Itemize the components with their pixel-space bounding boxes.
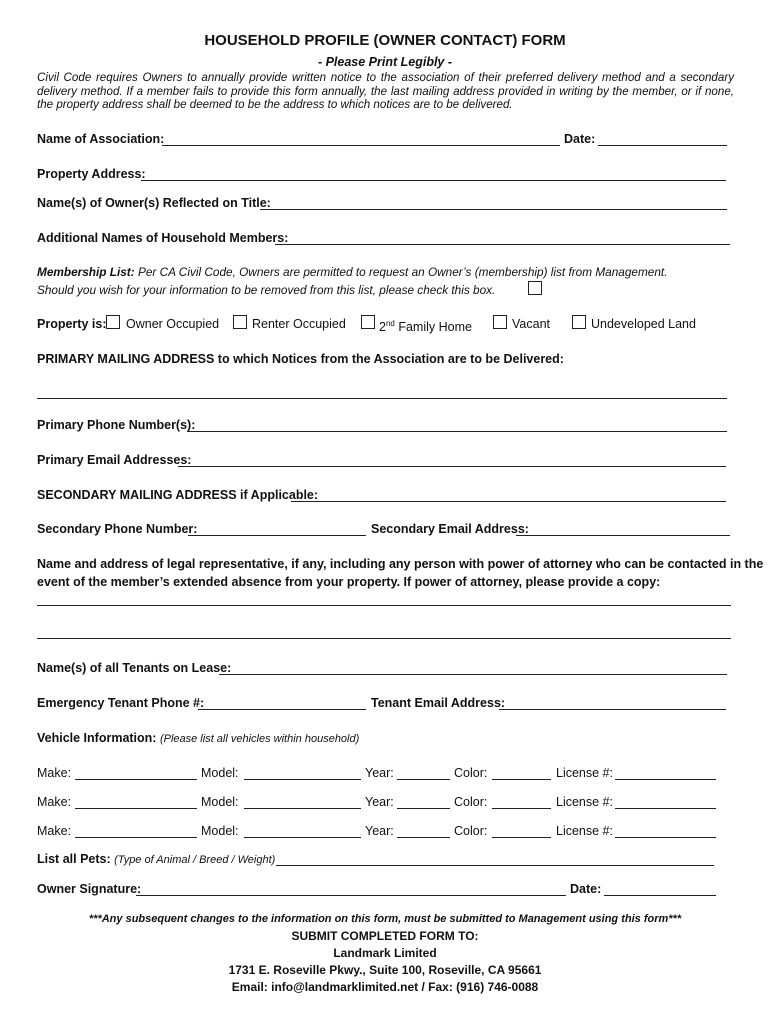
license-label-2: License #:: [556, 795, 613, 809]
tenants-label: Name(s) of all Tenants on Lease:: [37, 661, 232, 675]
membership-line-1: [37, 264, 667, 280]
secondary-phone-label: Secondary Phone Number:: [37, 522, 198, 536]
additional-names-input[interactable]: [275, 244, 730, 245]
company-name: Landmark Limited: [333, 946, 437, 960]
color-label-3: Color:: [454, 824, 488, 838]
legal-rep-input-2[interactable]: [37, 638, 731, 639]
vehicle-info-heading: [37, 730, 359, 747]
property-address-label: Property Address:: [37, 167, 146, 181]
civil-code-notice: Civil Code requires Owners to annually provide written notice to the association of their preferred delivery method and a secondary delivery method. If a member fails to provide this form annually, the last mailing address provided in writing by the member, or if none, the property address shall be deemed to be the address to which notices are to be delivered.: [37, 71, 734, 111]
model-label-1: Model:: [201, 766, 239, 780]
membership-text-2: Should you wish for your information to be removed from this list, please check this box.: [37, 283, 496, 297]
association-label: Name of Association:: [37, 132, 165, 146]
license-input-1[interactable]: [615, 779, 716, 780]
year-label-1: Year:: [365, 766, 394, 780]
legal-rep-label-1: Name and address of legal representative, if any, including any person with power of attorney who can be contacted in the: [37, 557, 764, 571]
year-label-2: Year:: [365, 795, 394, 809]
association-input[interactable]: [162, 145, 560, 146]
date-label: Date:: [564, 132, 596, 146]
owner-occupied-checkbox[interactable]: [106, 315, 120, 329]
model-input-1[interactable]: [244, 779, 361, 780]
second-family-home-checkbox[interactable]: [361, 315, 375, 329]
membership-text-1: Per CA Civil Code, Owners are permitted to request an Owner’s (membership) list from Management.: [134, 265, 668, 279]
make-label-1: Make:: [37, 766, 72, 780]
pets-input[interactable]: [276, 865, 714, 866]
membership-label: Membership List:: [37, 265, 135, 279]
owner-signature-input[interactable]: [136, 895, 566, 896]
license-input-3[interactable]: [615, 837, 716, 838]
model-input-3[interactable]: [244, 837, 361, 838]
make-label-2: Make:: [37, 795, 72, 809]
secondary-mailing-label: SECONDARY MAILING ADDRESS if Applicable:: [37, 488, 319, 502]
pets-label: List all Pets:: [37, 852, 111, 866]
emergency-phone-input[interactable]: [198, 709, 366, 710]
company-contact: Email: info@landmarklimited.net / Fax: (916) 746-0088: [231, 980, 539, 994]
year-input-3[interactable]: [397, 837, 450, 838]
secondary-mailing-input[interactable]: [291, 501, 726, 502]
primary-phone-input[interactable]: [187, 431, 727, 432]
primary-mailing-label: PRIMARY MAILING ADDRESS to which Notices from the Association are to be Delivered:: [37, 352, 564, 366]
make-input-1[interactable]: [75, 779, 197, 780]
primary-email-input[interactable]: [178, 466, 726, 467]
changes-notice: ***Any subsequent changes to the information on this form, must be submitted to Management using this form***: [88, 913, 682, 925]
pets-note: (Type of Animal / Breed / Weight): [114, 854, 276, 866]
signature-date-label: Date:: [570, 882, 602, 896]
license-input-2[interactable]: [615, 808, 716, 809]
license-label-1: License #:: [556, 766, 613, 780]
primary-phone-label: Primary Phone Number(s):: [37, 418, 196, 432]
legal-rep-label-2: event of the member’s extended absence from your property. If power of attorney, please provide a copy:: [37, 575, 661, 589]
color-label-1: Color:: [454, 766, 488, 780]
vehicle-info-note: (Please list all vehicles within household): [159, 733, 360, 745]
license-label-3: License #:: [556, 824, 613, 838]
vehicle-info-label: Vehicle Information:: [37, 731, 157, 745]
pets-heading: [37, 851, 275, 868]
date-input[interactable]: [598, 145, 727, 146]
renter-occupied-label: Renter Occupied: [252, 317, 346, 331]
submit-heading: SUBMIT COMPLETED FORM TO:: [291, 929, 479, 943]
emergency-phone-label: Emergency Tenant Phone #:: [37, 696, 205, 710]
undeveloped-land-label: Undeveloped Land: [591, 317, 696, 331]
form-title: HOUSEHOLD PROFILE (OWNER CONTACT) FORM: [204, 32, 566, 49]
primary-mailing-input[interactable]: [37, 398, 727, 399]
year-input-2[interactable]: [397, 808, 450, 809]
model-label-3: Model:: [201, 824, 239, 838]
undeveloped-land-checkbox[interactable]: [572, 315, 586, 329]
owner-occupied-label: Owner Occupied: [126, 317, 220, 331]
second-family-home-label: 2nd Family Home: [379, 319, 472, 335]
owners-on-title-label: Name(s) of Owner(s) Reflected on Title:: [37, 196, 271, 210]
vacant-checkbox[interactable]: [493, 315, 507, 329]
property-address-input[interactable]: [141, 180, 726, 181]
color-label-2: Color:: [454, 795, 488, 809]
secondary-email-label: Secondary Email Address:: [371, 522, 529, 536]
tenant-email-input[interactable]: [499, 709, 726, 710]
tenant-email-label: Tenant Email Address:: [371, 696, 506, 710]
color-input-2[interactable]: [492, 808, 551, 809]
year-label-3: Year:: [365, 824, 394, 838]
company-address: 1731 E. Roseville Pkwy., Suite 100, Roseville, CA 95661: [228, 963, 542, 977]
vacant-label: Vacant: [512, 317, 550, 331]
color-input-1[interactable]: [492, 779, 551, 780]
form-subtitle: - Please Print Legibly -: [317, 55, 453, 69]
color-input-3[interactable]: [492, 837, 551, 838]
secondary-email-input[interactable]: [516, 535, 730, 536]
secondary-phone-input[interactable]: [188, 535, 366, 536]
model-label-2: Model:: [201, 795, 239, 809]
make-label-3: Make:: [37, 824, 72, 838]
owners-on-title-input[interactable]: [260, 209, 727, 210]
property-is-label: Property is:: [37, 317, 107, 331]
model-input-2[interactable]: [244, 808, 361, 809]
make-input-2[interactable]: [75, 808, 197, 809]
renter-occupied-checkbox[interactable]: [233, 315, 247, 329]
year-input-1[interactable]: [397, 779, 450, 780]
owner-signature-label: Owner Signature:: [37, 882, 142, 896]
legal-rep-input-1[interactable]: [37, 605, 731, 606]
tenants-input[interactable]: [219, 674, 727, 675]
additional-names-label: Additional Names of Household Members:: [37, 231, 289, 245]
signature-date-input[interactable]: [604, 895, 716, 896]
primary-email-label: Primary Email Addresses:: [37, 453, 192, 467]
make-input-3[interactable]: [75, 837, 197, 838]
membership-optout-checkbox[interactable]: [528, 281, 542, 295]
